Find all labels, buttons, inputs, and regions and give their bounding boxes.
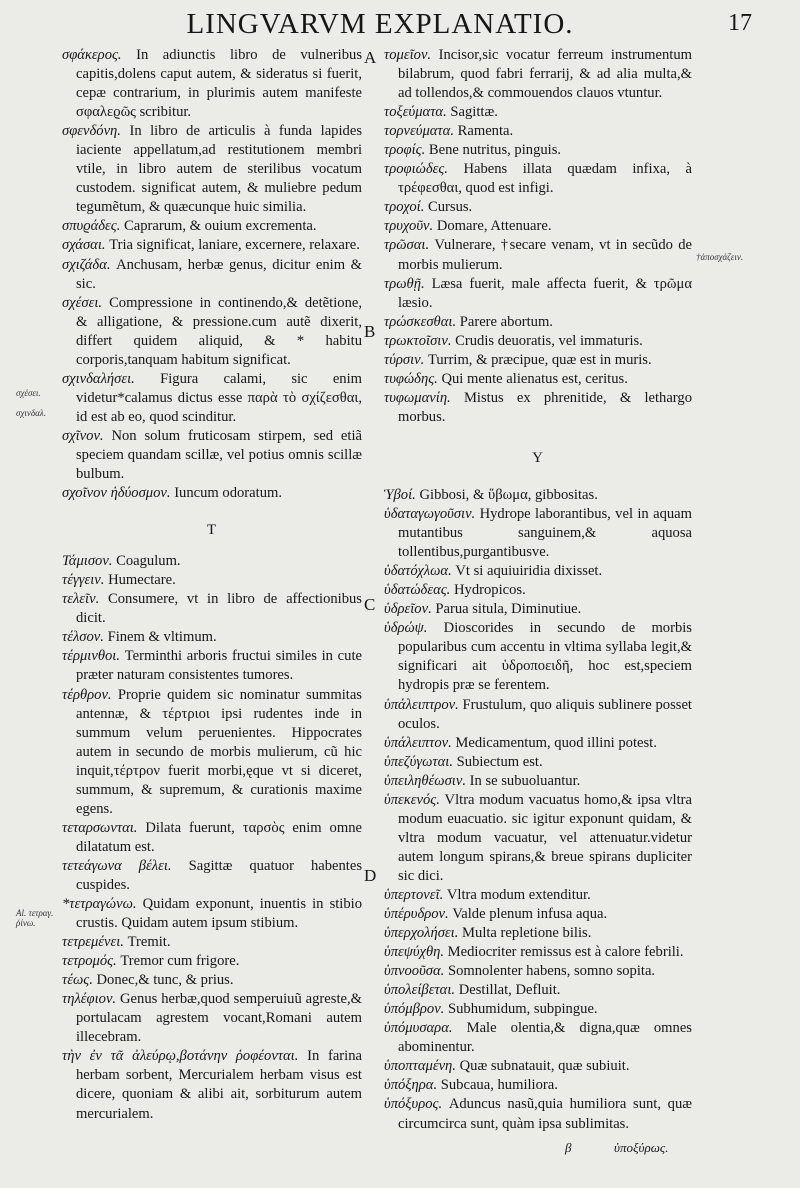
margin-note-right-1: †ἀποσχάζειν. (696, 252, 744, 262)
entry-headword: ὑπόμβρον. (384, 1001, 445, 1018)
entry-definition: In libro de articulis à funda lapides iaciente appellatum,ad restitutionem membri vtile, in libro autem de sterilibus vocatum custodem. significat autem, & muliebre pedum tegumẽtum, & quæcunque huic similia. (76, 123, 362, 216)
entry-headword: ὑπερχολήσει. (384, 925, 459, 942)
entry-headword: τορνεύματα. (384, 123, 454, 140)
dictionary-entry (62, 971, 362, 990)
dictionary-entry (384, 46, 692, 103)
dictionary-entry (62, 552, 362, 571)
entry-definition: Vulnerare, †secare venam, vt in secũdo de morbis mulierum. (398, 237, 692, 273)
section-marker-b: B (364, 322, 376, 341)
entry-headword: ὑπνοοῦσα. (384, 963, 445, 980)
entry-definition: Male olentia,& digna,quæ omnes abominentur. (398, 1020, 692, 1056)
dictionary-entry (62, 427, 362, 484)
entry-headword: τομεῖον. (384, 47, 432, 63)
entry-headword: τὴν ἐν τᾶ ἀλεύρῳ,βοτάνην ῥοφέονται. (62, 1048, 299, 1065)
entry-definition: Quidam exponunt, inuentis in stibio crustis. Quidam autem ipsum stibium. (76, 896, 362, 932)
entry-headword: ὑπόξηρα. (384, 1077, 438, 1094)
dictionary-entry (384, 772, 692, 791)
entry-definition: Parua situla, Diminutiue. (435, 601, 582, 618)
entry-headword: *τετραγώνω. (62, 896, 137, 913)
entry-definition: Tremor cum frigore. (120, 953, 240, 970)
dictionary-entry (384, 1000, 692, 1019)
entry-definition: Non solum fruticosam stirpem, sed etiã speciem quandam scillæ, vel potius omnis scillæ bulbum. (76, 427, 362, 483)
dictionary-entry (62, 294, 362, 370)
dictionary-entry (384, 141, 692, 160)
dictionary-entry (384, 886, 692, 905)
dictionary-entry (62, 895, 362, 933)
entry-headword: τέλσον. (62, 629, 104, 646)
dictionary-entry (62, 686, 362, 819)
entry-headword: ὑποπταμένη. (384, 1058, 456, 1075)
entry-definition: Crudis deuoratis, vel immaturis. (455, 332, 643, 349)
entry-headword: ὑπολείβεται. (384, 982, 456, 999)
dictionary-entry (384, 581, 692, 600)
entry-definition: Mediocriter remissus est à calore febrili. (447, 944, 684, 961)
section-heading-t: T (206, 522, 218, 539)
entry-headword: τυφωμανίη. (384, 389, 451, 406)
entry-headword: τηλέφιον. (62, 991, 117, 1008)
entry-headword: σφάκερος. (62, 47, 122, 63)
entry-headword: τύρσιν. (384, 351, 425, 368)
dictionary-entry (384, 313, 692, 332)
entry-headword: τροφίς. (384, 142, 426, 159)
entry-headword: τρώσκεσθαι. (384, 313, 457, 330)
left-column (62, 46, 362, 1124)
dictionary-entry (384, 562, 692, 581)
dictionary-entry (384, 753, 692, 772)
entry-definition: Tremit. (127, 934, 171, 951)
dictionary-entry (384, 619, 692, 695)
dictionary-entry (62, 236, 362, 255)
entry-definition: Subiectum est. (456, 753, 543, 770)
entry-headword: τετρομός. (62, 953, 117, 970)
dictionary-entry (62, 217, 362, 236)
entry-definition: Donec,& tunc, & prius. (96, 972, 234, 989)
entry-headword: ὑπάλειπτρον. (384, 696, 459, 713)
entry-headword: σχιζάδα. (62, 256, 111, 273)
entry-definition: Vltra modum extenditur. (446, 886, 591, 903)
entry-headword: σχέσει. (62, 294, 103, 311)
entry-headword: τροφιώδες. (384, 161, 448, 178)
entry-headword: ὑπεζύγωται. (384, 753, 454, 770)
entry-definition: In farina herbam sorbent, Mercurialem herbam visus est dicere, quoniam & alibi ait, sorbiturum autem mercurialem. (76, 1048, 362, 1122)
dictionary-entry (62, 647, 362, 685)
entry-definition: Subcaua, humiliora. (440, 1077, 558, 1094)
dictionary-entry (62, 1047, 362, 1123)
entry-headword: σπυϱάδες. (62, 218, 121, 235)
entry-headword: σφενδόνη. (62, 123, 121, 140)
dictionary-entry (62, 256, 362, 294)
dictionary-entry (62, 857, 362, 895)
dictionary-entry (62, 952, 362, 971)
entry-definition: Genus herbæ,quod semperuiuũ agreste,& portulacam agrestem vocant,Romani autem illecebram. (76, 991, 362, 1046)
entry-headword: ὑδρεῖον. (384, 601, 432, 618)
entry-headword: ὑπεψύχθη. (384, 944, 444, 961)
dictionary-entry (62, 590, 362, 628)
dictionary-entry (384, 160, 692, 198)
dictionary-entry (384, 389, 692, 427)
dictionary-entry (62, 990, 362, 1047)
dictionary-entry (384, 924, 692, 943)
dictionary-entry (384, 600, 692, 619)
margin-note-left-2: σχινδαλ. (16, 408, 46, 418)
entry-headword: ὑδρώψ. (384, 620, 428, 637)
dictionary-entry (384, 236, 692, 274)
section-heading-y: Y (532, 449, 544, 466)
entry-definition: Compressione in continendo,& detẽtione, & alligatione, & pressione.cum autẽ dixerit, differt quidem aliquid, & * habitu corporis,tanquam habitum significat. (76, 294, 362, 368)
dictionary-entry (384, 103, 692, 122)
dictionary-entry (62, 628, 362, 647)
dictionary-entry (384, 791, 692, 886)
dictionary-entry (384, 198, 692, 217)
entry-definition: Terminthi arboris fructui similes in cute præter naturam consistentes tumores. (76, 648, 362, 684)
entry-headword: ὑπάλειπτον. (384, 734, 452, 751)
entry-definition: Tria significat, laniare, excernere, relaxare. (109, 237, 360, 254)
entry-definition: Dilata fuerunt, ταρσὸς enim omne dilatatum est. (76, 819, 362, 855)
entry-definition: Hydropicos. (453, 582, 526, 599)
dictionary-entry (384, 122, 692, 141)
entry-definition: Sagittæ quatuor habentes cuspides. (76, 857, 362, 893)
left-s-entries (62, 46, 362, 503)
entry-definition: Hydrope laborantibus, vel in aquam mutantibus sanguinem,& aquosa tollentibus,purgantibusve. (398, 506, 692, 561)
entry-headword: τελεῖν. (62, 591, 100, 608)
dictionary-entry (62, 122, 362, 217)
dictionary-entry (62, 370, 362, 427)
entry-headword: Ὑβοί. (384, 486, 416, 503)
entry-definition: Domare, Attenuare. (436, 218, 552, 235)
entry-headword: τέρμινθοι. (62, 648, 121, 665)
entry-headword: τυφώδης. (384, 370, 438, 387)
catchword: ὑποξύρως. (614, 1140, 669, 1155)
dictionary-entry (384, 1057, 692, 1076)
entry-headword: Τάμισον. (62, 553, 113, 570)
entry-headword: τέγγειν. (62, 572, 105, 589)
entry-headword: σχῖνον. (62, 427, 104, 444)
entry-definition: Ramenta. (457, 123, 514, 140)
left-t-entries (62, 552, 362, 1123)
dictionary-entry (384, 332, 692, 351)
entry-headword: ὑπειληθέωσιν. (384, 772, 466, 789)
entry-definition: Humectare. (108, 572, 176, 589)
entry-headword: τετρεμένει. (62, 934, 124, 951)
entry-headword: ὑπεκενός. (384, 791, 440, 808)
entry-definition: Medicamentum, quod illini potest. (455, 734, 657, 751)
entry-headword: τετεάγωνα βέλει. (62, 857, 172, 874)
section-marker-c: C (364, 595, 376, 614)
entry-definition: Proprie quidem sic nominatur summitas antennæ, & τέρτριοι ipsi rudentes inde in summum velum peruenientes. Hippocrates autem in secundo de morbis mulierum, cũ hic inquit,τέρτρον fuerit morbi,ęque vt si diceret, summum, & supremum, & curationis maxime egens. (76, 686, 362, 817)
entry-headword: τροχοί. (384, 199, 425, 216)
dictionary-entry (384, 1019, 692, 1057)
entry-definition: In adiunctis libro de vulneribus capitis,dolens caput autem, & sideratus si fuerit, cepæ contrarium, in plurimis autem manifeste σφαλεϱῶς scribitur. (76, 47, 362, 121)
entry-definition: Vt si aquiuiridia dixisset. (455, 563, 603, 580)
dictionary-entry (62, 571, 362, 590)
entry-headword: τρωκτοῖσιν. (384, 332, 452, 349)
entry-headword: τρῶσαι. (384, 237, 430, 254)
entry-definition: Subhumidum, subpingue. (447, 1001, 598, 1018)
dictionary-entry (384, 370, 692, 389)
margin-note-left-3: Al. τετραγ. ῥίνω. (16, 908, 54, 928)
entry-definition: Somnolenter habens, somno sopita. (447, 963, 656, 980)
entry-definition: Figura calami, sic enim videtur*calamus dictus esse παρὰ τὸ σχίζεσθαι, id est ab eo, quod scinditur. (76, 370, 362, 425)
entry-headword: ὑδατώδεας. (384, 582, 451, 599)
entry-headword: τέως. (62, 972, 93, 989)
entry-definition: Quæ subnatauit, quæ subiuit. (459, 1058, 630, 1075)
entry-definition: Vltra modum vacuatus homo,& ipsa vltra modum euacuatio. sic igitur exponunt quidam, & vltra modum vacuatur, vel attenuatur.videtur autem longum spirans,& breue spirans dupliciter sic dici. (398, 791, 692, 884)
entry-definition: Læsa fuerit, male affecta fuerit, & τρῶμα læsio. (398, 275, 692, 311)
entry-headword: ὑπόμυσαρα. (384, 1020, 453, 1037)
entry-headword: ὑπόξυρος. (384, 1096, 443, 1113)
dictionary-entry (384, 962, 692, 981)
dictionary-entry (384, 734, 692, 753)
entry-definition: Parere abortum. (459, 313, 553, 330)
entry-definition: Anchusam, herbæ genus, dicitur enim & sic. (76, 256, 362, 292)
entry-definition: Consumere, vt in libro de affectionibus dicit. (76, 591, 362, 627)
right-t-entries (384, 46, 692, 427)
entry-definition: Mistus ex phrenitide, & lethargo morbus. (398, 389, 693, 425)
entry-definition: Cursus. (428, 199, 473, 216)
dictionary-entry (384, 275, 692, 313)
dictionary-entry (384, 943, 692, 962)
entry-definition: Coagulum. (116, 553, 181, 570)
section-marker-a: A (364, 48, 377, 67)
entry-headword: ὑδαταγωγοῦσιν. (384, 506, 476, 523)
entry-definition: Sagittæ. (450, 104, 498, 121)
dictionary-entry (62, 819, 362, 857)
dictionary-entry (384, 351, 692, 370)
entry-definition: Caprarum, & ouium excrementa. (124, 218, 317, 235)
entry-definition: Valde plenum infusa aqua. (452, 906, 608, 923)
entry-headword: ὑπερτονεῖ. (384, 886, 444, 903)
page-number: 17 (728, 10, 752, 36)
entry-headword: τέρθρον. (62, 686, 112, 703)
entry-definition: In se subuoluantur. (469, 772, 581, 789)
entry-definition: Multa repletione bilis. (462, 925, 592, 942)
dictionary-entry (384, 696, 692, 734)
right-y-entries (384, 486, 692, 1134)
entry-definition: Dioscorides in secundo de morbis popularibus cum accentu in vltima syllaba legit,& significari ait ὑδροποειδῆ, hoc est,speciem hydropis præ se ferentem. (398, 620, 692, 694)
entry-definition: Frustulum, quo aliquis sublinere posset oculos. (398, 696, 692, 732)
entry-headword: σχοῖνον ἡδύοσμον. (62, 485, 171, 502)
entry-definition: Qui mente alienatus est, ceritus. (441, 370, 628, 387)
entry-headword: τοξεύματα. (384, 104, 447, 121)
dictionary-entry (384, 1095, 692, 1133)
entry-definition: Incisor,sic vocatur ferreum instrumentum bilabrum, quod fabri ferrarij, & ad alia multa,& ad tollendos,& commouendos clauos vtuntur. (398, 47, 692, 102)
dictionary-entry (384, 486, 692, 505)
right-column (384, 46, 692, 1134)
dictionary-entry (384, 217, 692, 236)
entry-headword: ὑδατόχλωα. (384, 563, 452, 580)
dictionary-entry (384, 905, 692, 924)
entry-definition: Finem & vltimum. (107, 629, 217, 646)
margin-note-left-1: σχέσει. (16, 388, 41, 398)
entry-headword: τεταρσωνται. (62, 819, 138, 836)
entry-definition: Turrim, & præcipue, quæ est in muris. (427, 351, 652, 368)
entry-definition: Habens illata quædam infixa, à τρέφεσθαι, quod est infigi. (398, 161, 692, 197)
dictionary-entry (62, 933, 362, 952)
entry-headword: τρωθῇ. (384, 275, 425, 292)
section-marker-d: D (364, 866, 377, 885)
entry-definition: Gibbosi, & ὕβωμα, gibbositas. (419, 486, 598, 503)
dictionary-entry (62, 46, 362, 122)
dictionary-entry (384, 505, 692, 562)
signature-mark: β (565, 1140, 572, 1155)
entry-definition: Bene nutritus, pinguis. (428, 142, 562, 159)
entry-headword: τρυχοῦν. (384, 218, 434, 235)
entry-definition: Destillat, Defluit. (458, 982, 561, 999)
dictionary-entry (384, 1076, 692, 1095)
dictionary-entry (62, 484, 362, 503)
dictionary-entry (384, 981, 692, 1000)
entry-definition: Iuncum odoratum. (174, 485, 282, 502)
entry-definition: Aduncus nasũ,quia humiliora sunt, quæ circumcirca sunt, quàm ipsa sublimitas. (398, 1096, 692, 1132)
entry-headword: σχινδαλήσει. (62, 370, 135, 387)
entry-headword: σχάσαι. (62, 237, 106, 254)
running-head: LINGVARVM EXPLANATIO. (186, 8, 574, 40)
entry-headword: ὑπέρυδρον. (384, 906, 449, 923)
